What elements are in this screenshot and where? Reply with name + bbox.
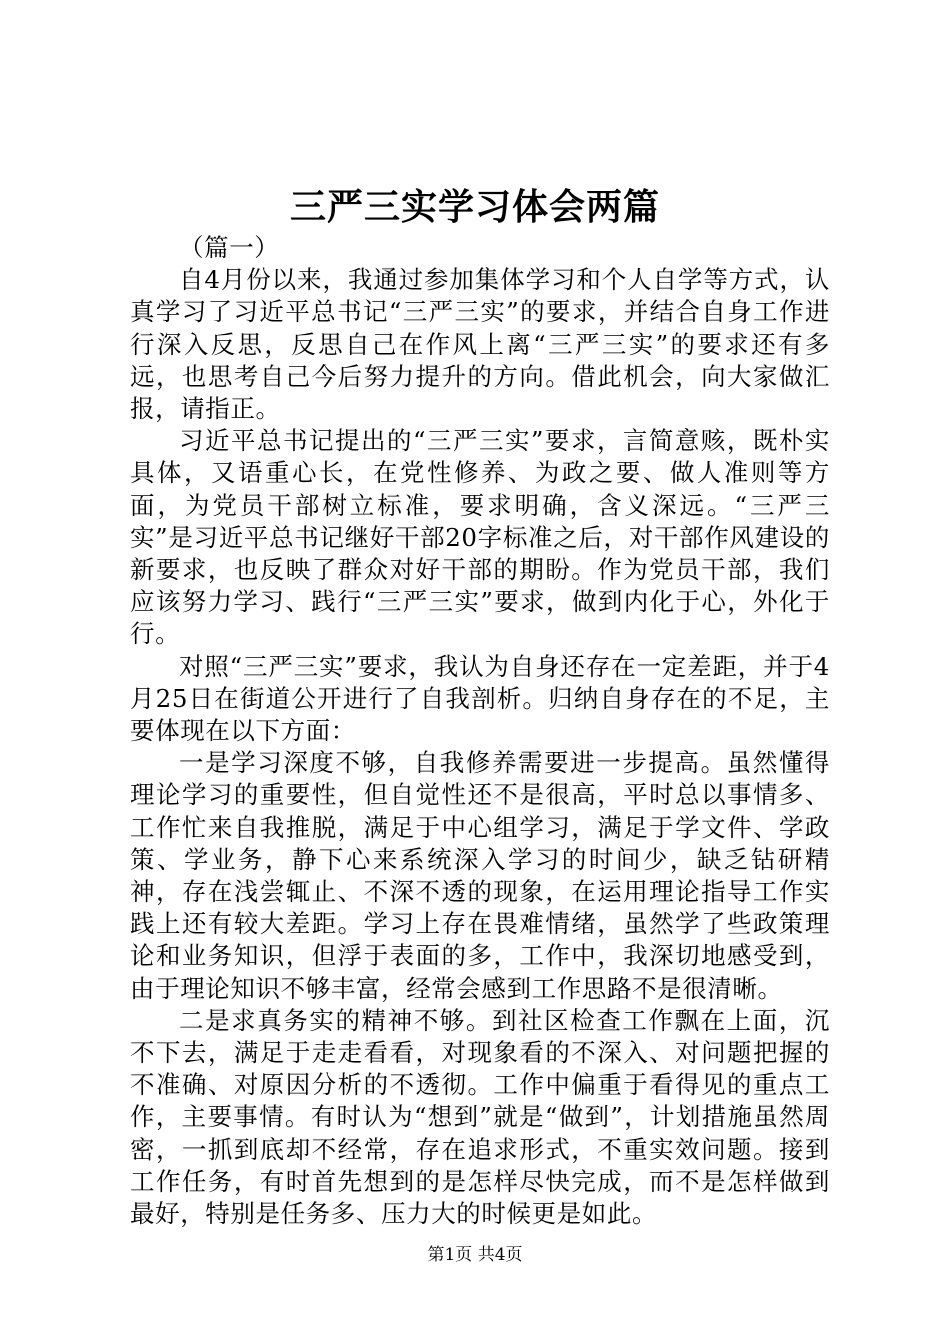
page-footer: 第1页 共4页 bbox=[427, 1245, 523, 1265]
body-paragraph: 对照“三严三实”要求，我认为自身还存在一定差距，并于4月25日在街道公开进行了自我剖析。归纳自身存在的不足，主要体现在以下方面： bbox=[130, 651, 830, 746]
body-paragraph: 二是求真务实的精神不够。到社区检查工作飘在上面，沉不下去，满足于走走看看，对现象看的不深入、对问题把握的不准确、对原因分析的不透彻。工作中偏重于看得见的重点工作，主要事情。有时认为“想到”就是“做到”，计划措施虽然周密，一抓到底却不经常，存在追求形式，不重实效问题。接到工作任务，有时首先想到的是怎样尽快完成，而不是怎样做到最好，特别是任务多、压力大的时候更是如此。 bbox=[130, 1005, 830, 1229]
body-paragraph: 一是学习深度不够，自我修养需要进一步提高。虽然懂得理论学习的重要性，但自觉性还不是很高，平时总以事情多、工作忙来自我推脱，满足于中心组学习，满足于学文件、学政策、学业务，静下心来系统深入学习的时间少，缺乏钻研精神，存在浅尝辄止、不深不透的现象，在运用理论指导工作实践上还有较大差距。学习上存在畏难情绪，虽然学了些政策理论和业务知识，但浮于表面的多，工作中，我深切地感受到，由于理论知识不够丰富，经常会感到工作思路不是很清晰。 bbox=[130, 748, 830, 1003]
document-body bbox=[130, 232, 830, 1230]
section-label: （篇一） bbox=[179, 233, 280, 262]
body-paragraph: 习近平总书记提出的“三严三实”要求，言简意赅，既朴实具体，又语重心长，在党性修养、为政之要、做人准则等方面，为党员干部树立标准，要求明确，含义深远。“三严三实”是习近平总书记继好干部20字标准之后，对干部作风建设的新要求，也反映了群众对好干部的期盼。作为党员干部，我们应该努力学习、践行“三严三实”要求，做到内化于心，外化于行。 bbox=[130, 426, 830, 649]
document-title: 三严三实学习体会两篇 bbox=[289, 186, 660, 228]
body-paragraph: 自4月份以来，我通过参加集体学习和个人自学等方式，认真学习了习近平总书记“三严三实”的要求，并结合自身工作进行深入反思，反思自己在作风上离“三严三实”的要求还有多远，也思考自己今后努力提升的方向。借此机会，向大家做汇报，请指正。 bbox=[130, 265, 830, 424]
